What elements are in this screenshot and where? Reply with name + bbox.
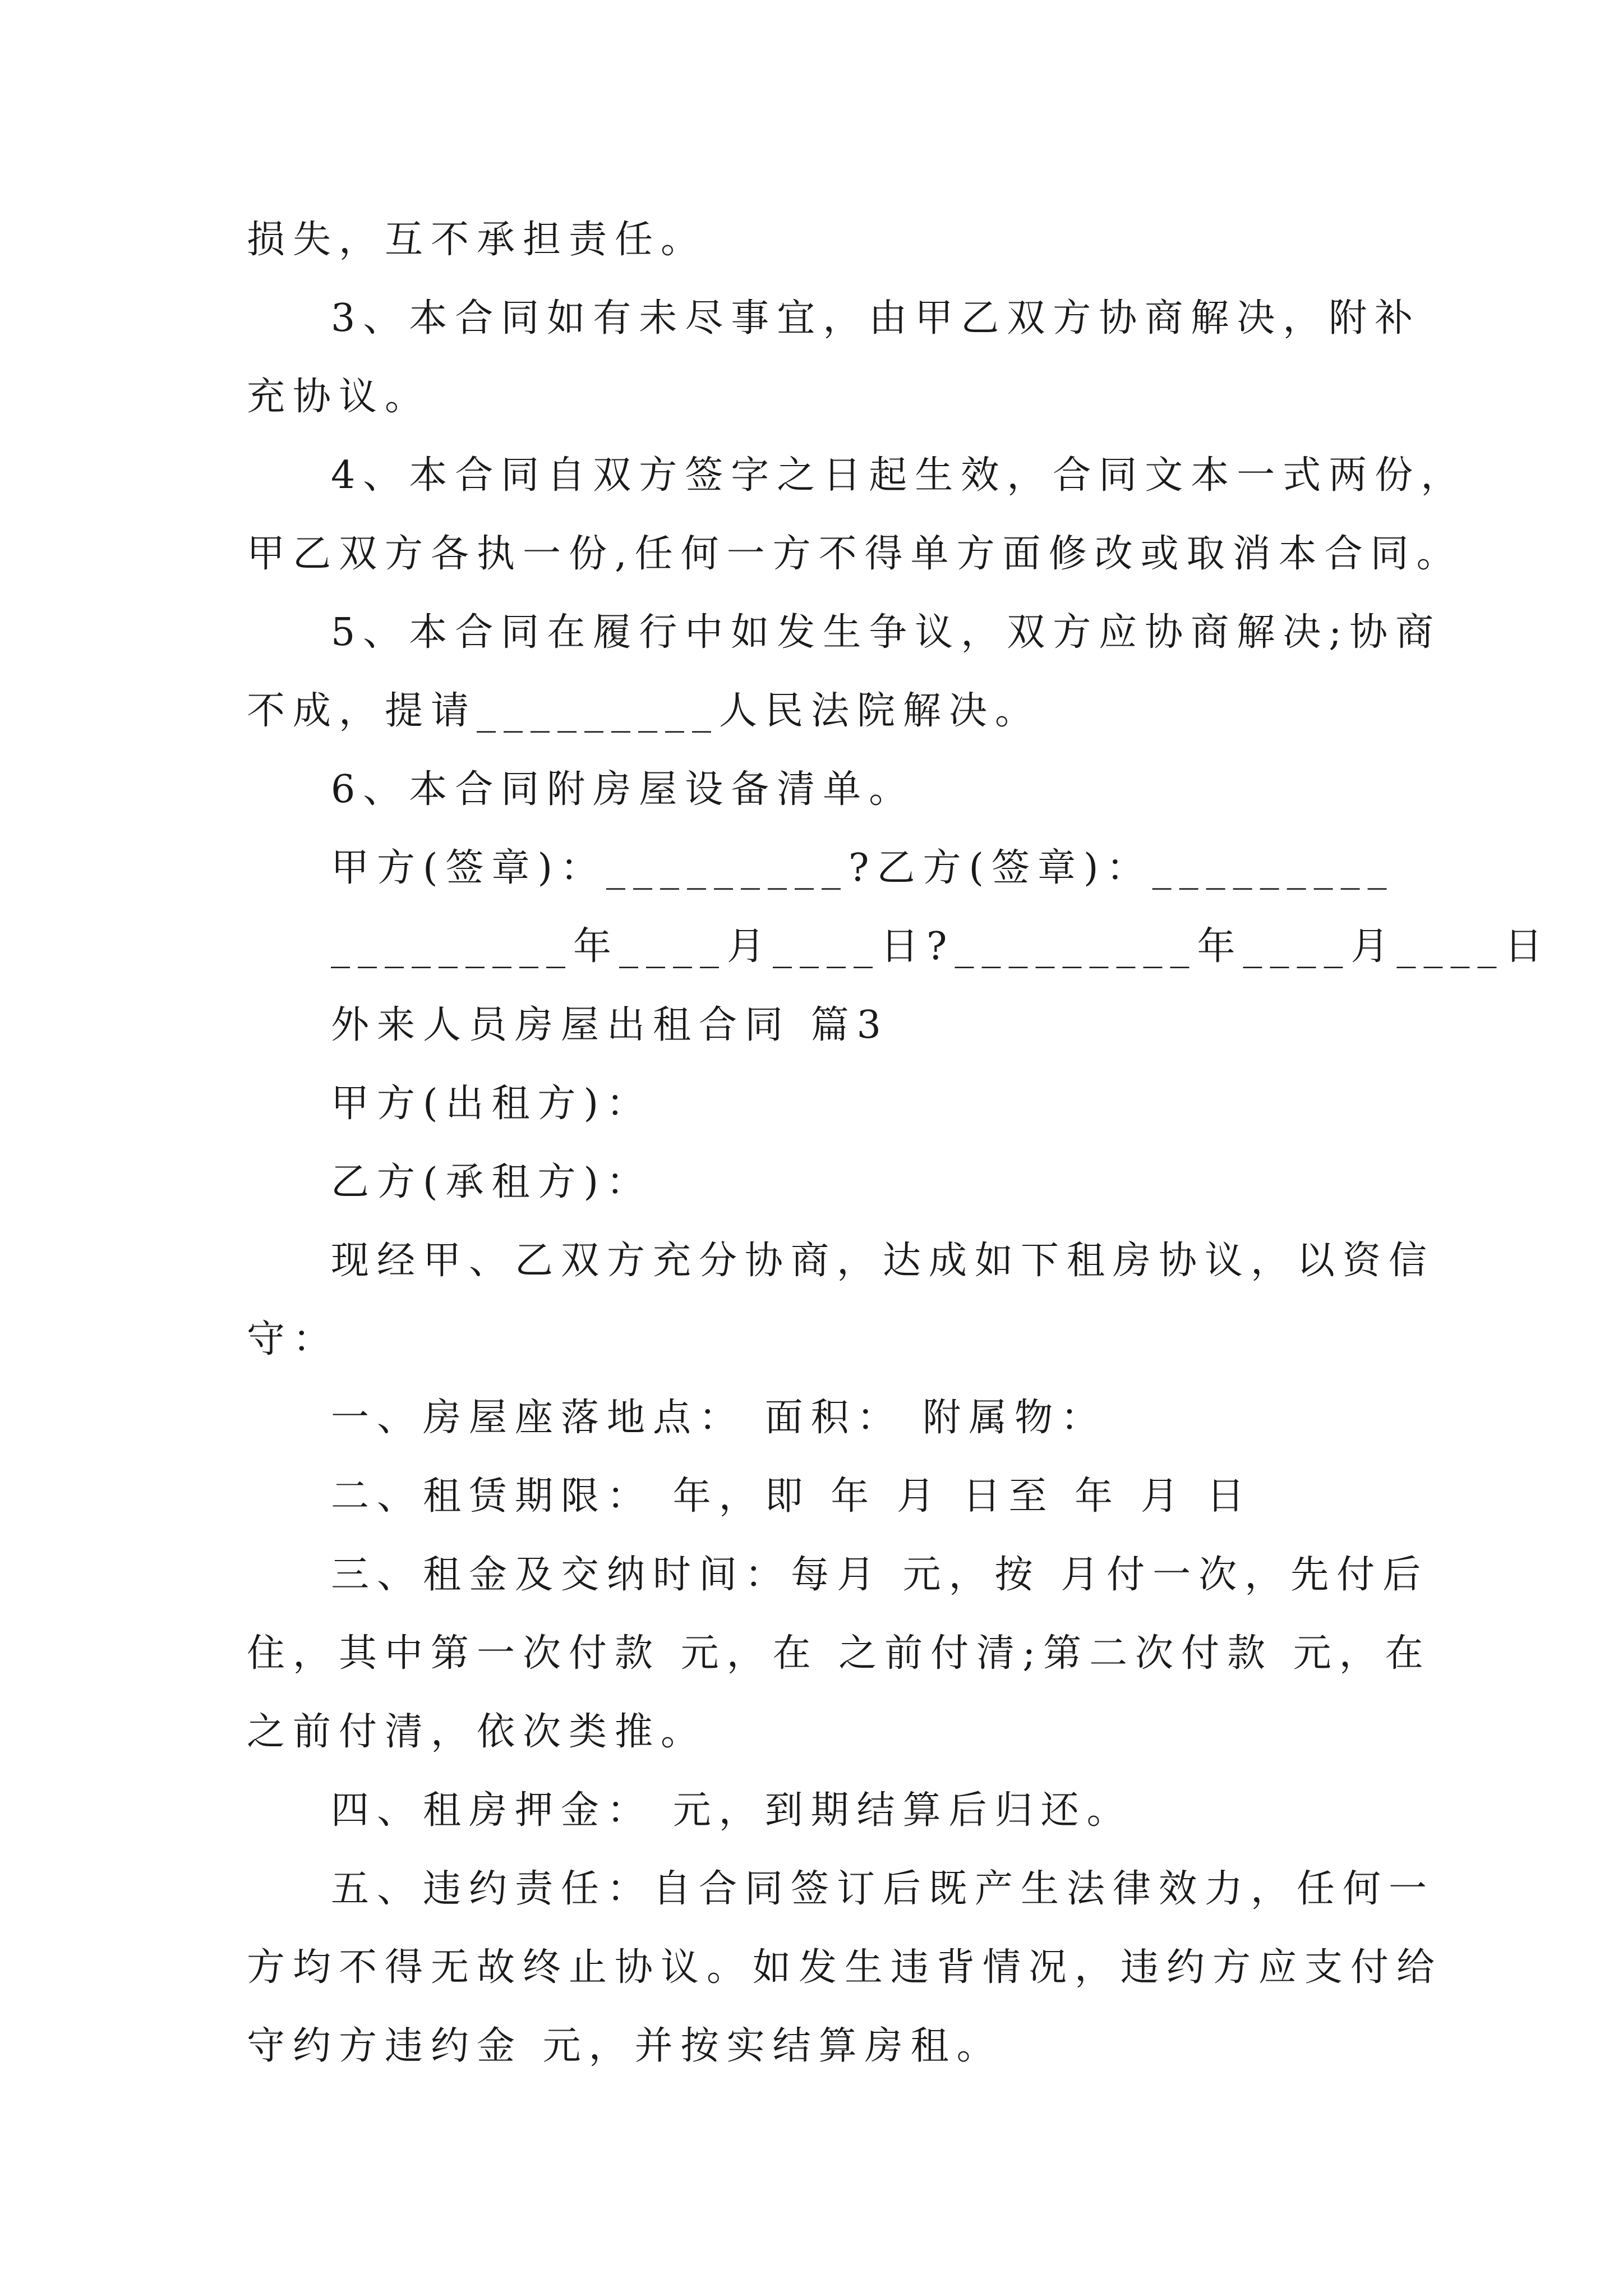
text-line: 守： — [247, 1317, 339, 1361]
text-line: 6、本合同附房屋设备清单。 — [331, 767, 915, 812]
text-line: 三、租金及交纳时间：每月 元，按 月付一次，先付后 — [331, 1553, 1429, 1597]
date-line: _________年____月____日?_________年____月____日 — [331, 924, 1551, 969]
text-line: 方均不得无故终止协议。如发生违背情况，违约方应支付给 — [247, 1945, 1443, 1990]
text-line: 二、租赁期限： 年，即 年 月 日至 年 月 日 — [331, 1474, 1253, 1519]
text-line: 不成，提请_________人民法院解决。 — [247, 689, 1041, 733]
text-line: 乙方(承租方)： — [331, 1160, 653, 1204]
text-line: 5、本合同在履行中如发生争议，双方应协商解决;协商 — [331, 610, 1442, 655]
text-line: 五、违约责任：自合同签订后既产生法律效力，任何一 — [331, 1867, 1435, 1911]
text-line: 甲乙双方各执一份,任何一方不得单方面修改或取消本合同。 — [247, 532, 1463, 576]
text-line: 充协议。 — [247, 375, 431, 419]
text-line: 一、房屋座落地点： 面积： 附属物： — [331, 1396, 1107, 1440]
text-line: 守约方违约金 元，并按实结算房租。 — [247, 2024, 1003, 2068]
text-line: 之前付清，依次类推。 — [247, 1710, 707, 1754]
text-line: 四、租房押金： 元，到期结算后归还。 — [331, 1788, 1133, 1833]
section-title: 外来人员房屋出租合同 篇3 — [331, 1003, 889, 1047]
text-line: 损失，互不承担责任。 — [247, 218, 707, 262]
text-line: 甲方(出租方)： — [331, 1082, 653, 1126]
text-line: 现经甲、乙双方充分协商，达成如下租房协议，以资信 — [331, 1239, 1435, 1283]
text-line: 4、本合同自双方签字之日起生效，合同文本一式两份， — [331, 453, 1467, 498]
text-line: 住，其中第一次付款 元，在 之前付清;第二次付款 元，在 — [247, 1631, 1431, 1676]
text-line: 3、本合同如有未尽事宜，由甲乙双方协商解决，附补 — [331, 296, 1421, 341]
signature-line: 甲方(签章)：_________?乙方(签章)：_________ — [331, 846, 1395, 890]
